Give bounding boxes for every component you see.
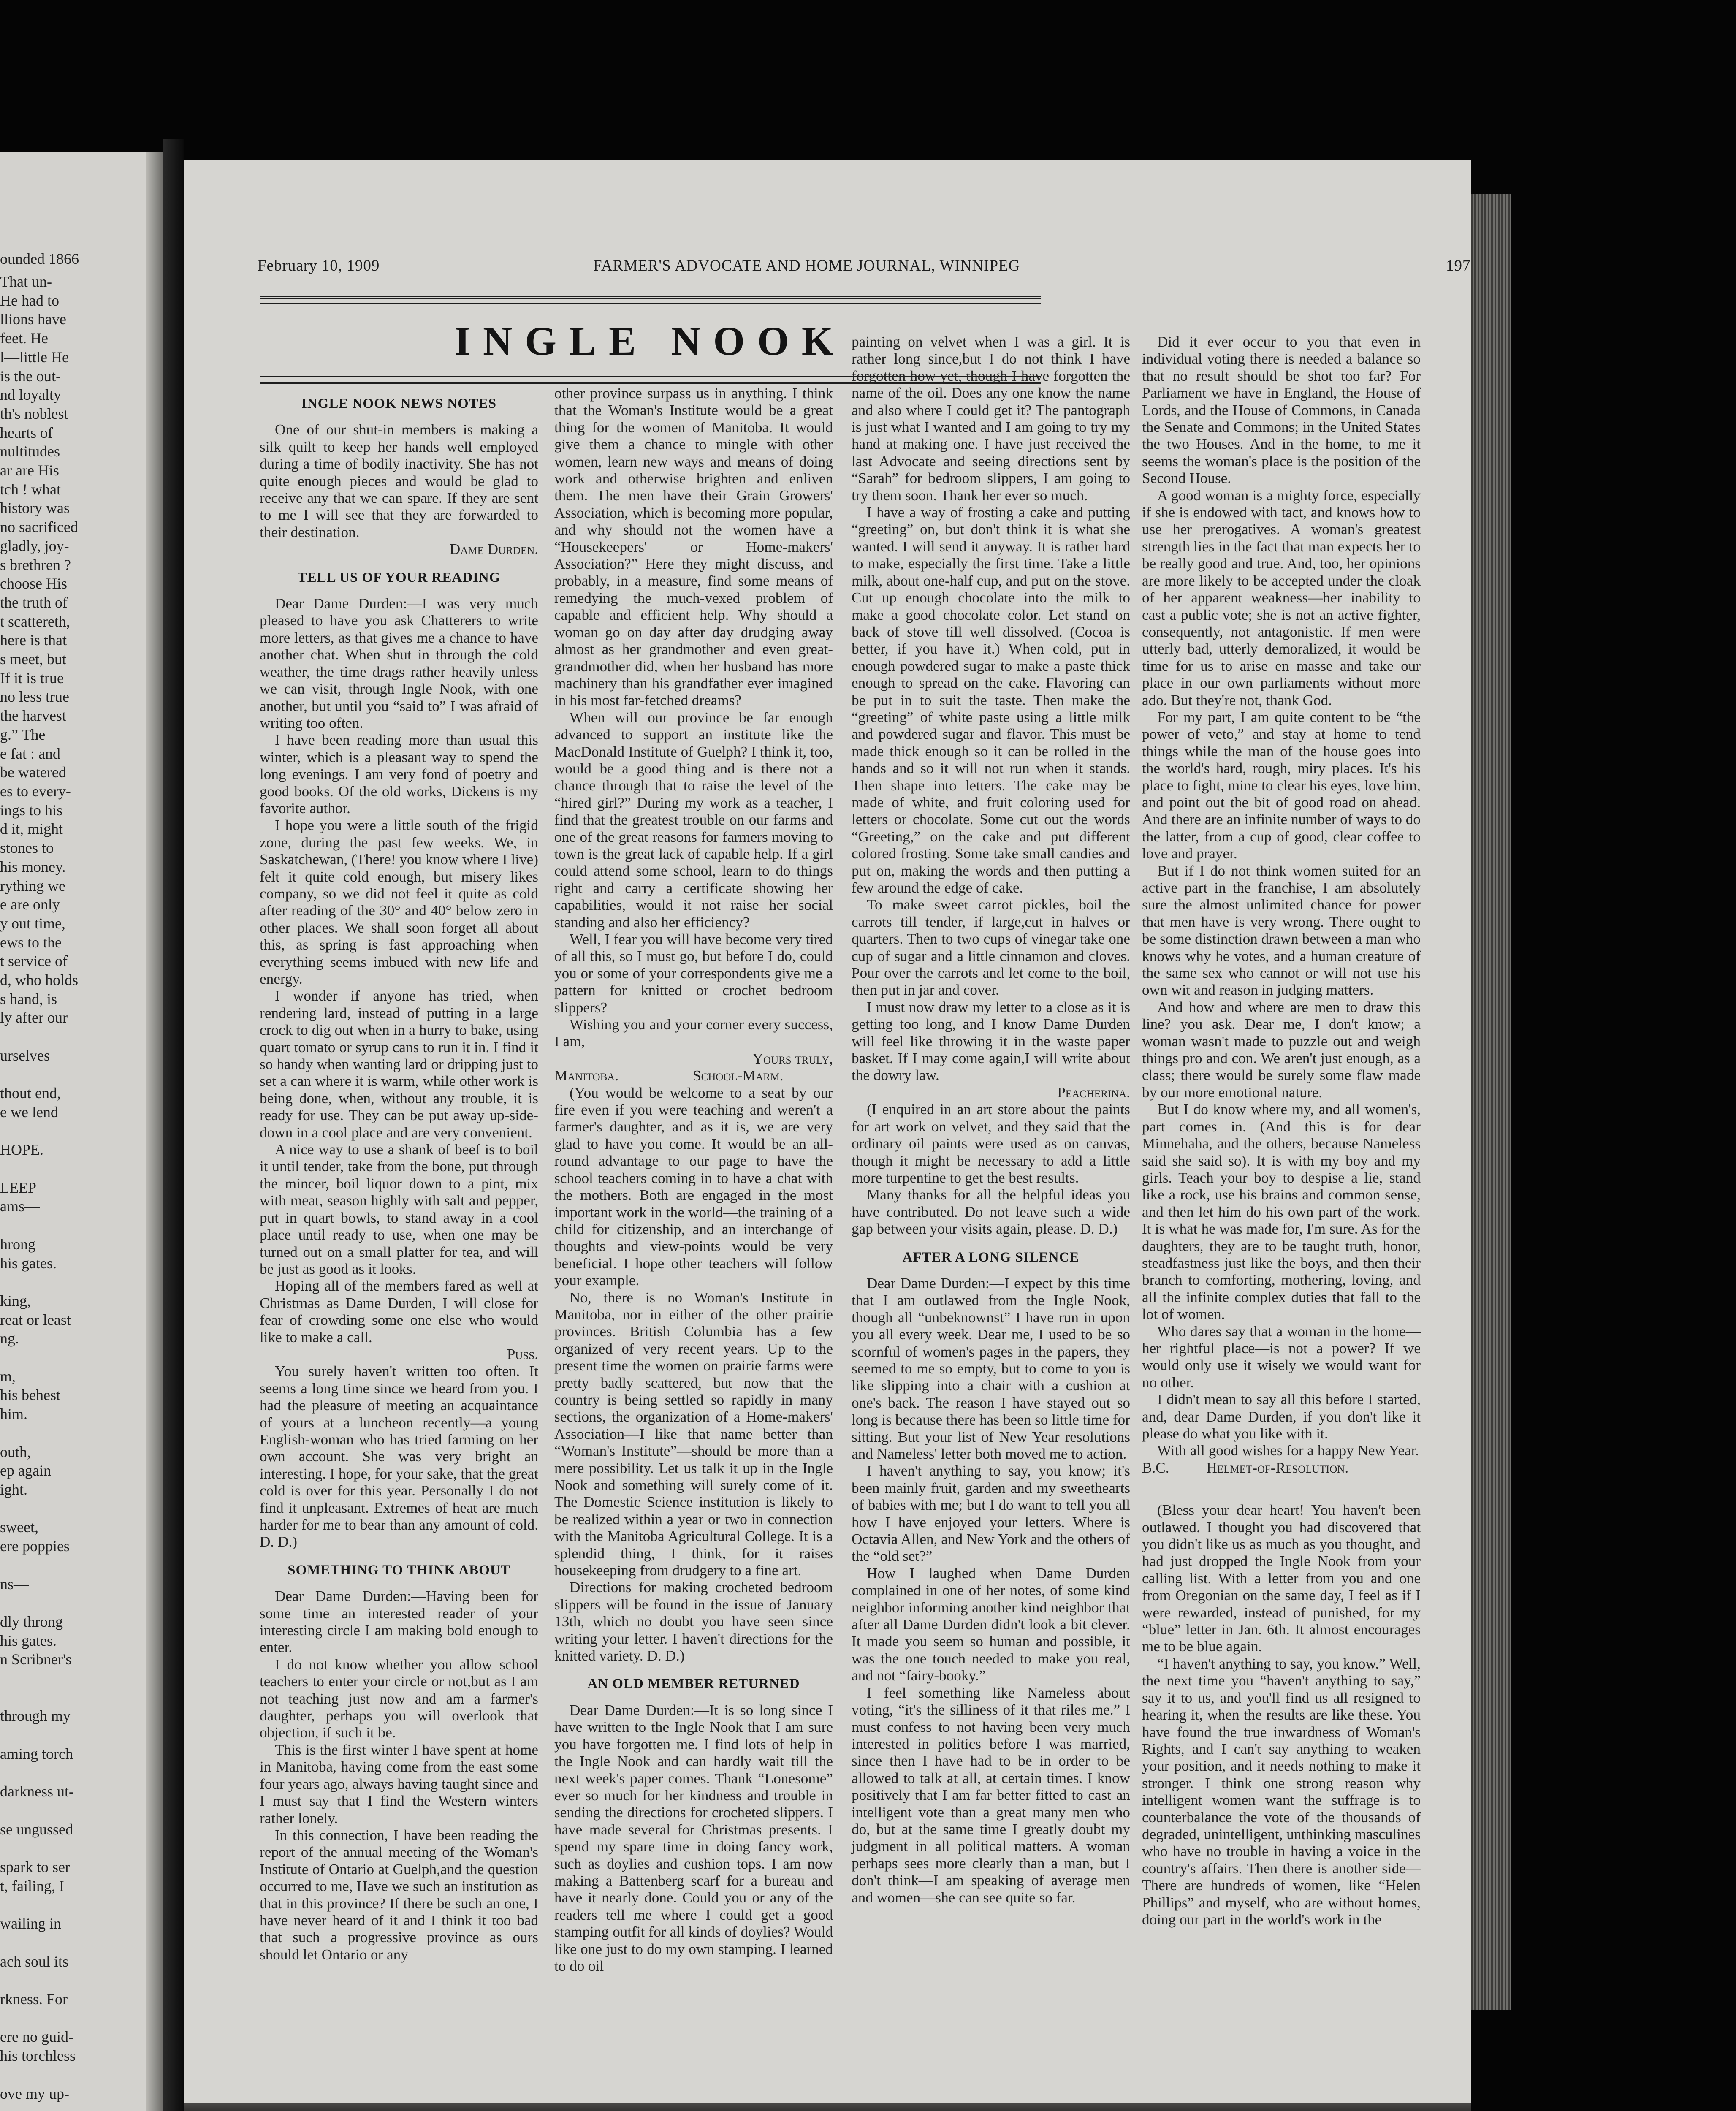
left-page-line: spark to ser: [0, 1859, 70, 1876]
left-page-line: [0, 1971, 148, 1990]
left-page-line: n Scribner's: [0, 1651, 72, 1668]
left-page-line: ly after our: [0, 1009, 68, 1026]
left-page-line: outh,: [0, 1443, 31, 1460]
left-page-line: [0, 2065, 148, 2084]
left-page-line: sweet,: [0, 1519, 38, 1536]
paragraph: Dear Dame Durden:—It is so long since I have written to the Ingle Nook that I am sure you have forgotten me. I find lots of help in the Ingle Nook and can hardly wait till the next week's paper comes. Thank “Lonesome” ever so much for her kindness and trouble in sending the directions for crocheted slippers. I have made several for Christmas presents. I spend my spare time in doing fancy work, such as doylies and cushion tops. I am now making a Battenberg scarf for a bureau and have it nearly done. Could you or any of the readers tell me where I could get a good stamping outfit for all kinds of doylies? Would like one just to do my own stamping. I learned to do oil: [554, 1701, 833, 1974]
paragraph: But if I do not think women suited for an active part in the franchise, I am absolutely sure the almost unlimited chance for power that men have is very wrong. There ought to be some distinction drawn between a man who knows why he votes, and a human creature of the same sex who cannot or will not use his own wit and reason in judging matters.: [1142, 862, 1421, 999]
left-page-line: [0, 1933, 148, 1952]
article-heading: INGLE NOOK NEWS NOTES: [301, 396, 497, 411]
page-number: 197: [1446, 257, 1471, 274]
paragraph: A nice way to use a shank of beef is to boil it until tender, take from the bone, put through the mincer, boil liquor down to a pint, mix with meat, season highly with salt and pepper, put in quart bowls, to stand away in a cool place until ready to use, when one may be turned out on a small platter for tea, and will be just as good as it looks.: [260, 1141, 538, 1277]
left-page-line: [0, 1065, 148, 1084]
left-page-line: no sacrificed: [0, 518, 78, 536]
paragraph: One of our shut-in members is making a silk quilt to keep her hands well employed during a time of bodily inactivity. She has not quite enough pieces and would be glad to receive any that we can spare. If they are sent to me I will see that they are forwarded to their destination.: [260, 421, 538, 540]
left-page-line: him.: [0, 1406, 28, 1423]
left-page-line: the truth of: [0, 594, 68, 611]
paragraph: Wishing you and your corner every success, I am,: [554, 1016, 833, 1050]
left-page-line: [0, 1669, 148, 1688]
left-page-line: t scattereth,: [0, 613, 70, 630]
left-facing-page: [0, 152, 163, 2111]
left-page-line: ng.: [0, 1330, 19, 1347]
left-page-line: e are only: [0, 896, 60, 913]
left-page-line: [0, 1027, 148, 1046]
article-heading: TELL US OF YOUR READING: [297, 570, 501, 585]
left-page-line: ove my up-: [0, 2085, 69, 2102]
left-page-line: ight.: [0, 1481, 28, 1498]
column-2: [554, 385, 833, 1975]
left-page-line: es to every-: [0, 782, 71, 800]
left-page-line: [0, 1801, 148, 1820]
paragraph: I wonder if anyone has tried, when rendering lard, instead of putting in a large crock to dig out when in a hurry to bake, using quart tomato or syrup cans to run it in. I find it so handy when wanting lard or dripping just to set a can where it is warm, while other work is being done, when, without any trouble, it is ready for use. They can be put away up-side-down in a cool place and are very convenient.: [260, 988, 538, 1141]
left-page-line: l—little He: [0, 348, 69, 366]
left-page-line: king,: [0, 1292, 31, 1309]
left-page-line: aming torch: [0, 1745, 73, 1762]
paragraph: I didn't mean to say all this before I started, and, dear Dame Durden, if you don't like it please do what you like with it.: [1142, 1391, 1421, 1442]
paragraph: Well, I fear you will have become very tired of all this, so I must go, but before I do, could you or some of your correspondents give me a pattern for knitted or crochet bedroom slippers?: [554, 931, 833, 1016]
paragraph: Dear Dame Durden:—Having been for some time an interested reader of your interesting circle I am making bold enough to enter.: [260, 1588, 538, 1656]
paragraph: I have been reading more than usual this winter, which is a pleasant way to spend the long evenings. I am very fond of poetry and good books. Of the old works, Dickens is my favorite author.: [260, 732, 538, 817]
left-page-line: ews to the: [0, 933, 62, 951]
left-page-line: rkness. For: [0, 1990, 68, 2008]
left-page-line: t, failing, I: [0, 1877, 64, 1894]
paragraph: (Bless your dear heart! You haven't been outlawed. I thought you had discovered that you didn't like us as much as you thought, and had just dropped the Ingle Nook from your calling list. With a letter from you and one from Oregonian on the same day, I feel as if I were rewarded, instead of punished, for my “blue” letter in Jan. 6th. It almost encourages me to be blue again.: [1142, 1502, 1421, 1655]
left-page-column: [0, 272, 148, 2111]
left-page-line: no less true: [0, 688, 69, 705]
paragraph: I have a way of frosting a cake and putting “greeting” on, but don't think it is what she wanted. I will send it anyway. It is rather hard to make, especially the first time. Take a little milk, about one-half cup, and put on the stove. Cut up enough chocolate into the milk to make a good chocolate color. Let stand on back of stove till well dissolved. (Cocoa is better, if you have it.) When cold, put in enough powdered sugar to make a paste thick enough to spread on the cake. Flavoring can be put in to suit the taste. Then make the “greeting” of white paste using a little milk and powdered sugar and flavor. This must be made thick enough so it can be rolled in the hands and so it will not run when it stands. Then shape into letters. The cake may be made of white, and fruit coloring used for letters or chocolate. Some cut out the words “Greeting,” on the cake and put different colored frosting. Some take small candies and put on, making the words and then putting a few around the edge of cake.: [852, 504, 1130, 896]
signature: Puss.: [507, 1346, 538, 1362]
left-page-line: [0, 1273, 148, 1292]
signoff-line: B.C. Helmet-of-Resolution.: [1142, 1459, 1349, 1476]
left-page-line: thout end,: [0, 1085, 61, 1102]
left-page-line: t service of: [0, 952, 68, 970]
left-page-line: He had to: [0, 292, 59, 309]
paragraph: I hope you were a little south of the frigid zone, during the past few weeks. We, in Saskatchewan, (There! you know where I live) felt it quite cold enough, but misery likes company, so we did not feel it quite as cold after reading of the 30° and 40° below zero in other places. We shall soon forget all about this, as spring is fast approaching when everything seems imbued with new life and energy.: [260, 817, 538, 987]
paragraph: And how and where are men to draw this line? you ask. Dear me, I don't know; a woman wasn't made to puzzle out and weigh things pro and con. We aren't just enough, as a class; there would be surely some flaw made by our more emotional nature.: [1142, 999, 1421, 1101]
paragraph: Directions for making crocheted bedroom slippers will be found in the issue of January 13th, which no doubt you have seen since writing your letter. I haven't directions for the knitted variety. D. D.): [554, 1579, 833, 1664]
column-1: [260, 384, 538, 1963]
left-page-line: reat or least: [0, 1311, 71, 1328]
left-page-line: ings to his: [0, 801, 63, 819]
left-page-line: his gates.: [0, 1254, 57, 1272]
left-page-line: s meet, but: [0, 651, 66, 668]
left-page-line: urselves: [0, 1047, 50, 1064]
paragraph: other province surpass us in anything. I think that the Woman's Institute would be a great thing for the women of Manitoba. It would give them a chance to mingle with other women, learn new ways and means of doing work and otherwise brighten and enliven them. The men have their Grain Growers' Association, which is becoming more popular, and why should not the women have a “Housekeepers' or Home-makers' Association?” Here they might discuss, and probably, in a measure, find some means of remedying the much-vexed problem of capable and efficient help. Why should a woman go on day after day drudging away almost as her grandmother and even great-grandmother did, when her husband has more machinery than his grandfather ever imagined in his most far-fetched dreams?: [554, 385, 833, 709]
signoff-line: Manitoba. School-Marm.: [554, 1067, 784, 1084]
left-page-line: d, who holds: [0, 971, 79, 989]
left-page-line: rything we: [0, 877, 65, 894]
left-page-line: his behest: [0, 1387, 60, 1404]
signature: Peacherina.: [1057, 1084, 1130, 1101]
left-page-line: [0, 1424, 148, 1443]
paragraph: You surely haven't written too often. It seems a long time since we heard from you. I had the pleasure of meeting an acquaintance of yours at a luncheon recently—a young English-woman who has tried farming on her own account. She was very bright an interesting. I hope, for your sake, that the great cold is over for this year. Personally I do not find it unpleasant. Extremes of heat are much harder for me to bear than any amount of cold. D. D.): [260, 1363, 538, 1550]
page-bottom-shadow: [184, 2103, 1471, 2111]
left-page-line: ach soul its: [0, 1953, 68, 1970]
left-page-line: wailing in: [0, 1915, 61, 1932]
left-page-line: [0, 1688, 148, 1707]
paragraph: This is the first winter I have spent at home in Manitoba, having come from the east some four years ago, always having taught since and I must say that I find the Western winters rather lonely.: [260, 1741, 538, 1826]
paragraph: I feel something like Nameless about voting, “it's the silliness of it that riles me.” I must confess to not having been very much interested in politics before I was married, since then I have had to be in order to be allowed to talk at all, at certain times. I know positively that I am far better fitted to cast an intelligent vote than a great many men who do, but at the same time I greatly doubt my judgment in all political matters. A woman perhaps sees more clearly than a man, but I don't think—I am speaking of average men and women—she can see quite so far.: [852, 1684, 1130, 1906]
left-page-line: darkness ut-: [0, 1783, 74, 1800]
paragraph: Who dares say that a woman in the home—her rightful place—is not a power? If we would only use it wisely we would want for no other.: [1142, 1323, 1421, 1391]
left-page-line: se ungussed: [0, 1821, 73, 1838]
left-page-line: ep again: [0, 1462, 51, 1479]
left-page-line: [0, 1764, 148, 1783]
left-page-line: llions have: [0, 311, 66, 328]
paragraph: (I enquired in an art store about the paints for art work on velvet, and they said that the ordinary oil paints were used as on canvas, though it might be necessary to add a little more turpentine to get the best results.: [852, 1101, 1130, 1186]
left-page-line: m,: [0, 1368, 16, 1385]
left-page-line: choose His: [0, 575, 67, 592]
left-page-line: [0, 1216, 148, 1235]
page-gutter: [146, 152, 163, 2111]
left-page-line: nultitudes: [0, 443, 60, 460]
paragraph: Hoping all of the members fared as well at Christmas as Dame Durden, I will close for fear of crowding some one else who would like to make a call.: [260, 1278, 538, 1346]
signature: Dame Durden.: [449, 541, 538, 558]
column-3: [852, 334, 1130, 1906]
issue-date: February 10, 1909: [258, 257, 380, 274]
left-page-line: his gates.: [0, 1632, 57, 1649]
left-page-line: ams—: [0, 1198, 40, 1215]
left-page-line: dly throng: [0, 1613, 63, 1630]
left-page-line: [0, 1726, 148, 1745]
paragraph: Many thanks for all the helpful ideas you have contributed. Do not leave such a wide gap between your visits again, please. D. D.): [852, 1186, 1130, 1237]
article-heading: SOMETHING TO THINK ABOUT: [288, 1562, 510, 1578]
left-running-head: ounded 1866: [0, 250, 79, 267]
left-page-line: [0, 1348, 148, 1367]
left-page-line: the harvest: [0, 707, 66, 724]
left-page-line: [0, 1895, 148, 1914]
left-page-line: [0, 1593, 148, 1612]
left-page-line: be watered: [0, 764, 66, 781]
left-page-line: [0, 1839, 148, 1858]
paragraph: painting on velvet when I was a girl. It is rather long since,but I do not think I have forgotten how yet, though I have forgotten the name of the oil. Does any one know the name and also where I could get it? The pantograph is just what I wanted and I am going to try my hand at making one. I have just received the last Advocate and seeing directions sent by “Sarah” for bedroom slippers, I am going to try them soon. Thank her ever so much.: [852, 334, 1130, 504]
left-page-line: his torchless: [0, 2047, 76, 2065]
journal-title: FARMER'S ADVOCATE AND HOME JOURNAL, WINNIPEG: [593, 257, 1020, 274]
paragraph: Did it ever occur to you that even in individual voting there is needed a balance so that no result should be shot too far? For Parliament we have in England, the House of Lords, and the House of Commons, in Canada the Senate and Commons; in the United States the two Houses. And in the home, to me it seems the woman's place is the position of the Second House.: [1142, 334, 1421, 487]
left-page-line: HOPE.: [0, 1141, 44, 1159]
left-page-line: [0, 1499, 148, 1518]
paragraph: But I do know where my, and all women's, part comes in. (And this is for dear Minnehaha, and the others, because Nameless said she said so). It is with my boy and my girls. Teach your boy to despise a lie, stand like a rock, use his brains and common sense, and then let him do his own part of the work. It is what he was made for, I'm sure. As for the daughters, they are to be taught truth, honor, steadfastness just like the boys, and then their branch to comforting, mothering, loving, and all the infinite complex duties that fall to the lot of women.: [1142, 1101, 1421, 1323]
left-page-line: gladly, joy-: [0, 537, 69, 554]
page-edges: [1469, 194, 1511, 2010]
signature: Yours truly,: [752, 1050, 833, 1067]
left-page-line: That un-: [0, 273, 52, 290]
paragraph: For my part, I am quite content to be “the power of veto,” and stay at home to tend things while the man of the house goes into the world's hard, rough, miry places. It's his place to fight, mine to clear his eyes, love him, and point out the bit of good road on ahead. And there are an infinite number of ways to do the latter, from a cup of good, clear coffee to love and prayer.: [1142, 708, 1421, 862]
left-page-line: e fat : and: [0, 745, 60, 762]
left-page-line: hearts of: [0, 424, 53, 441]
left-page-line: ere no guid-: [0, 2028, 73, 2046]
left-page-line: d it, might: [0, 820, 63, 838]
left-page-line: stones to: [0, 839, 54, 857]
paragraph: I must now draw my letter to a close as it is getting too long, and I know Dame Durden will feel like throwing it in the waste paper basket. If I may come again,I will write about the dowry law.: [852, 999, 1130, 1084]
left-page-line: ar are His: [0, 462, 59, 479]
left-page-line: th's noblest: [0, 405, 68, 422]
left-page-line: If it is true: [0, 669, 64, 686]
left-page-line: feet. He: [0, 330, 48, 347]
paragraph: (You would be welcome to a seat by our fire even if you were teaching and weren't a farmer's daughter, and as it is, we are very glad to have you come. It would be an all-round advantage to our page to have the school teachers coming in to have a chat with the mothers. Both are engaged in the most important work in the world—the training of a child for citizenship, and an interchange of thoughts and view-points would be very beneficial. I hope other teachers will follow your example.: [554, 1084, 833, 1289]
article-heading: AFTER A LONG SILENCE: [902, 1249, 1080, 1265]
paragraph: How I laughed when Dame Durden complained in one of her notes, of some kind neighbor informing another kind neighbor that after all Dame Durden didn't look a bit clever. It made you seem so human and possible, it was the one touch needed to make you real, and not “fairy-booky.”: [852, 1565, 1130, 1684]
paragraph: In this connection, I have been reading the report of the annual meeting of the Woman's Institute of Ontario at Guelph,and the question occurred to me, Have we such an institution as that in this province? If there be such an one, I have never heard of it and I think it too bad that such a progressive province as ours should let Ontario or any: [260, 1826, 538, 1963]
left-page-line: [0, 1556, 148, 1575]
left-page-line: e we lend: [0, 1103, 58, 1121]
left-page-line: [0, 2009, 148, 2028]
section-title: INGLE NOOK: [454, 318, 846, 364]
left-page-line: [0, 2103, 148, 2111]
paragraph: I do not know whether you allow school teachers to enter your circle or not,but as I am not teaching just now and am a farmer's daughter, perhaps you will overlook that objection, if such it be.: [260, 1656, 538, 1741]
paragraph: I haven't anything to say, you know; it's been mainly fruit, garden and my sweethearts of babies with me; but I do want to tell you all how I have enjoyed your letters. Where is Octavia Allen, and New York and the others of the “old set?”: [852, 1463, 1130, 1565]
left-page-line: here is that: [0, 632, 67, 649]
left-page-line: his money.: [0, 858, 66, 875]
left-page-line: through my: [0, 1707, 71, 1725]
paragraph: A good woman is a mighty force, especially if she is endowed with tact, and knows how to use her prerogatives. A woman's greatest strength lies in the fact that man expects her to be really good and true. And, too, her opinions are more likely to be accepted under the cloak of her apparent weakness—her inability to cast a public vote; she is not an active fighter, consequently, not antagonistic. If men were utterly bad, utterly demoralized, it would be time for us to arise en masse and take our place in our own parliaments without more ado. But they're not, thank God.: [1142, 487, 1421, 708]
left-page-line: LEEP: [0, 1179, 36, 1196]
article-heading: AN OLD MEMBER RETURNED: [587, 1676, 800, 1692]
book-spine: [163, 139, 184, 2111]
left-page-line: s hand, is: [0, 990, 57, 1007]
left-page-line: tch ! what: [0, 480, 61, 498]
paragraph: Dear Dame Durden:—I expect by this time that I am outlawed from the Ingle Nook, though all “unbeknownst” I have run in upon you all every week. Dear me, I used to be so scornful of women's pages in the papers, they seemed to me so empty, but to come to you is like slipping into a chair with a cushion at one's back. The reason I have stayed out so long is because there has been so little time for sitting. But your list of New Year resolutions and Nameless' letter both moved me to action.: [852, 1275, 1130, 1462]
paragraph: “I haven't anything to say, you know.” Well, the next time you “haven't anything to say,” say it to us, and you'll find us all resigned to hearing it, when the results are like these. You have found the true inwardness of Woman's Rights, and I can't say anything to weaken your position, and it needs nothing to make it stronger. I think one strong reason why intelligent women want the suffrage is to counterbalance the vote of the thousands of degraded, unintelligent, unthinking masculines who have no trouble in having a voice in the country's affairs. Then there is another side—There are hundreds of women, like “Helen Phillips” and myself, who are without homes, doing our part in the world's work in the: [1142, 1655, 1421, 1928]
paragraph: When will our province be far enough advanced to support an institute like the MacDonald Institute of Guelph? I think it, too, would be a good thing and is there not a chance through that to raise the level of the “hired girl?” During my work as a teacher, I find that the greatest trouble on our farms and one of the great reasons for farmers moving to town is the great lack of capable help. If a girl could attend some school, learn to do things right and carry a certificate showing her capabilities, would it not raise her social standing and also her efficiency?: [554, 709, 833, 931]
left-page-line: ere poppies: [0, 1538, 70, 1555]
left-page-line: g.” The: [0, 726, 46, 743]
paragraph: With all good wishes for a happy New Year.: [1157, 1442, 1419, 1459]
left-page-line: hrong: [0, 1235, 35, 1253]
left-page-line: s brethren ?: [0, 556, 71, 573]
paragraph: Dear Dame Durden:—I was very much pleased to have you ask Chatterers to write more letters, as that gives me a chance to have another chat. When shut in through the cold weather, the time drags rather heavily unless we can visit, through Ingle Nook, with one another, but until you “said to” I was afraid of writing too often.: [260, 595, 538, 731]
left-page-line: ns—: [0, 1575, 29, 1593]
right-page: [184, 160, 1471, 2103]
left-page-line: [0, 1159, 148, 1178]
paragraph: To make sweet carrot pickles, boil the carrots till tender, if large,cut in halves or quarters. Then to two cups of vinegar take one cup of sugar and a little cinnamon and cloves. Pour over the carrots and let come to the boil, then put in jar and cover.: [852, 896, 1130, 999]
left-page-line: nd loyalty: [0, 386, 61, 404]
left-page-line: [0, 1122, 148, 1141]
left-page-line: is the out-: [0, 367, 61, 385]
left-page-line: y out time,: [0, 914, 65, 932]
column-spacer: [1142, 1476, 1421, 1502]
paragraph: No, there is no Woman's Institute in Manitoba, nor in either of the other prairie provinces. British Columbia has a few organized of very recent years. Up to the present time the women on prairie farms were pretty badly scattered, but now that the country is being settled so rapidly in many sections, the organization of a Home-makers' Association—I like that name better than “Woman's Institute”—should be more than a mere possibility. Let us talk it up in the Ingle Nook and something will surely come of it. The Domestic Science institution is likely to be realized within a year or two in connection with the Manitoba Agricultural College. It is a splendid thing, I think, for it raises housekeeping from drudgery to a fine art.: [554, 1289, 833, 1579]
column-4: [1142, 334, 1421, 1928]
left-page-line: history was: [0, 499, 70, 517]
